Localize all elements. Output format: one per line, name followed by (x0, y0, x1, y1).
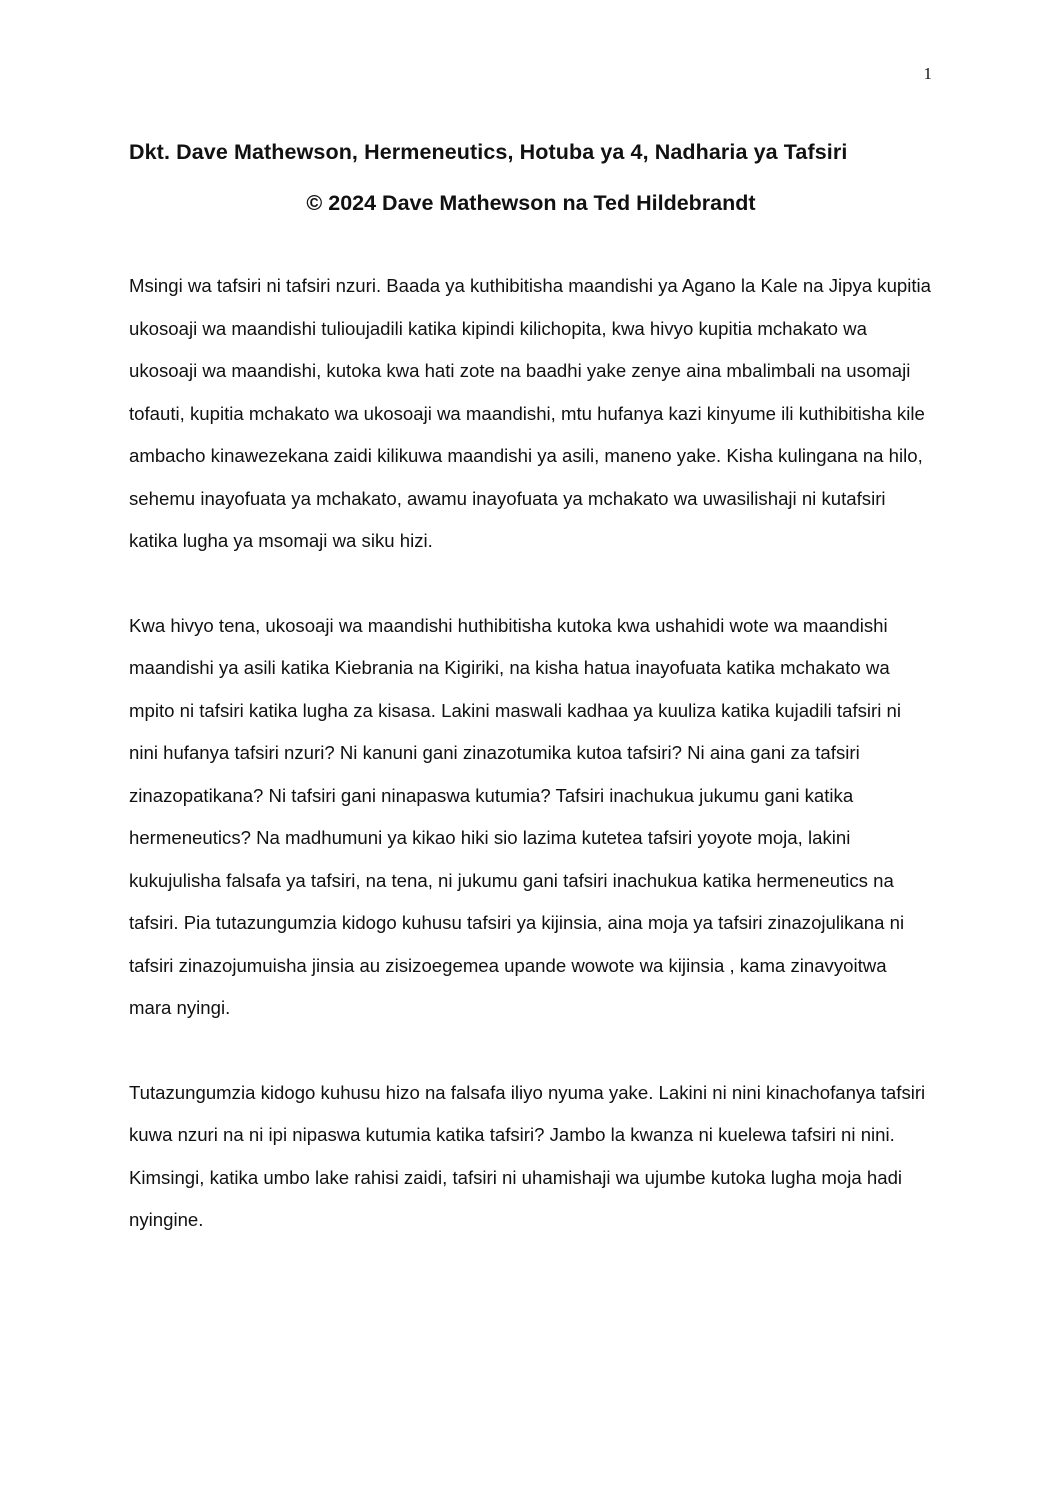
document-body (129, 265, 933, 1242)
page-number: 1 (923, 64, 932, 83)
copyright-line: © 2024 Dave Mathewson na Ted Hildebrandt (306, 191, 756, 215)
page-content (129, 125, 933, 1284)
document-title: Dkt. Dave Mathewson, Hermeneutics, Hotuba ya 4, Nadharia ya Tafsiri (129, 140, 848, 164)
paragraph-2: Kwa hivyo tena, ukosoaji wa maandishi huthibitisha kutoka kwa ushahidi wote wa maandishi maandishi ya asili katika Kiebrania na Kigiriki, na kisha hatua inayofuata katika mchakato wa mpito ni tafsiri katika lugha za kisasa. Lakini maswali kadhaa ya kuuliza katika kujadili tafsiri ni nini hufanya tafsiri nzuri? Ni kanuni gani zinazotumika kutoa tafsiri? Ni aina gani za tafsiri zinazopatikana? Ni tafsiri gani ninapaswa kutumia? Tafsiri inachukua jukumu gani katika hermeneutics? Na madhumuni ya kikao hiki sio lazima kutetea tafsiri yoyote moja, lakini kukujulisha falsafa ya tafsiri, na tena, ni jukumu gani tafsiri inachukua katika hermeneutics na tafsiri. Pia tutazungumzia kidogo kuhusu tafsiri ya kijinsia, aina moja ya tafsiri zinazojulikana ni tafsiri zinazojumuisha jinsia au zisizoegemea upande wowote wa kijinsia , kama zinavyoitwa mara nyingi. (129, 614, 905, 1018)
paragraph-1: Msingi wa tafsiri ni tafsiri nzuri. Baada ya kuthibitisha maandishi ya Agano la Kale na Jipya kupitia ukosoaji wa maandishi tulioujadili katika kipindi kilichopita, kwa hivyo kupitia mchakato wa ukosoaji wa maandishi, kutoka kwa hati zote na baadhi yake zenye aina mbalimbali na usomaji tofauti, kupitia mchakato wa ukosoaji wa maandishi, mtu hufanya kazi kinyume ili kuthibitisha kile ambacho kinawezekana zaidi kilikuwa maandishi ya asili, maneno yake. Kisha kulingana na hilo, sehemu inayofuata ya mchakato, awamu inayofuata ya mchakato wa uwasilishaji ni kutafsiri katika lugha ya msomaji wa siku hizi. (129, 275, 932, 551)
paragraph-3: Tutazungumzia kidogo kuhusu hizo na falsafa iliyo nyuma yake. Lakini ni nini kinachofanya tafsiri kuwa nzuri na ni ipi nipaswa kutumia katika tafsiri? Jambo la kwanza ni kuelewa tafsiri ni nini. Kimsingi, katika umbo lake rahisi zaidi, tafsiri ni uhamishaji wa ujumbe kutoka lugha moja hadi nyingine. (129, 1081, 926, 1230)
